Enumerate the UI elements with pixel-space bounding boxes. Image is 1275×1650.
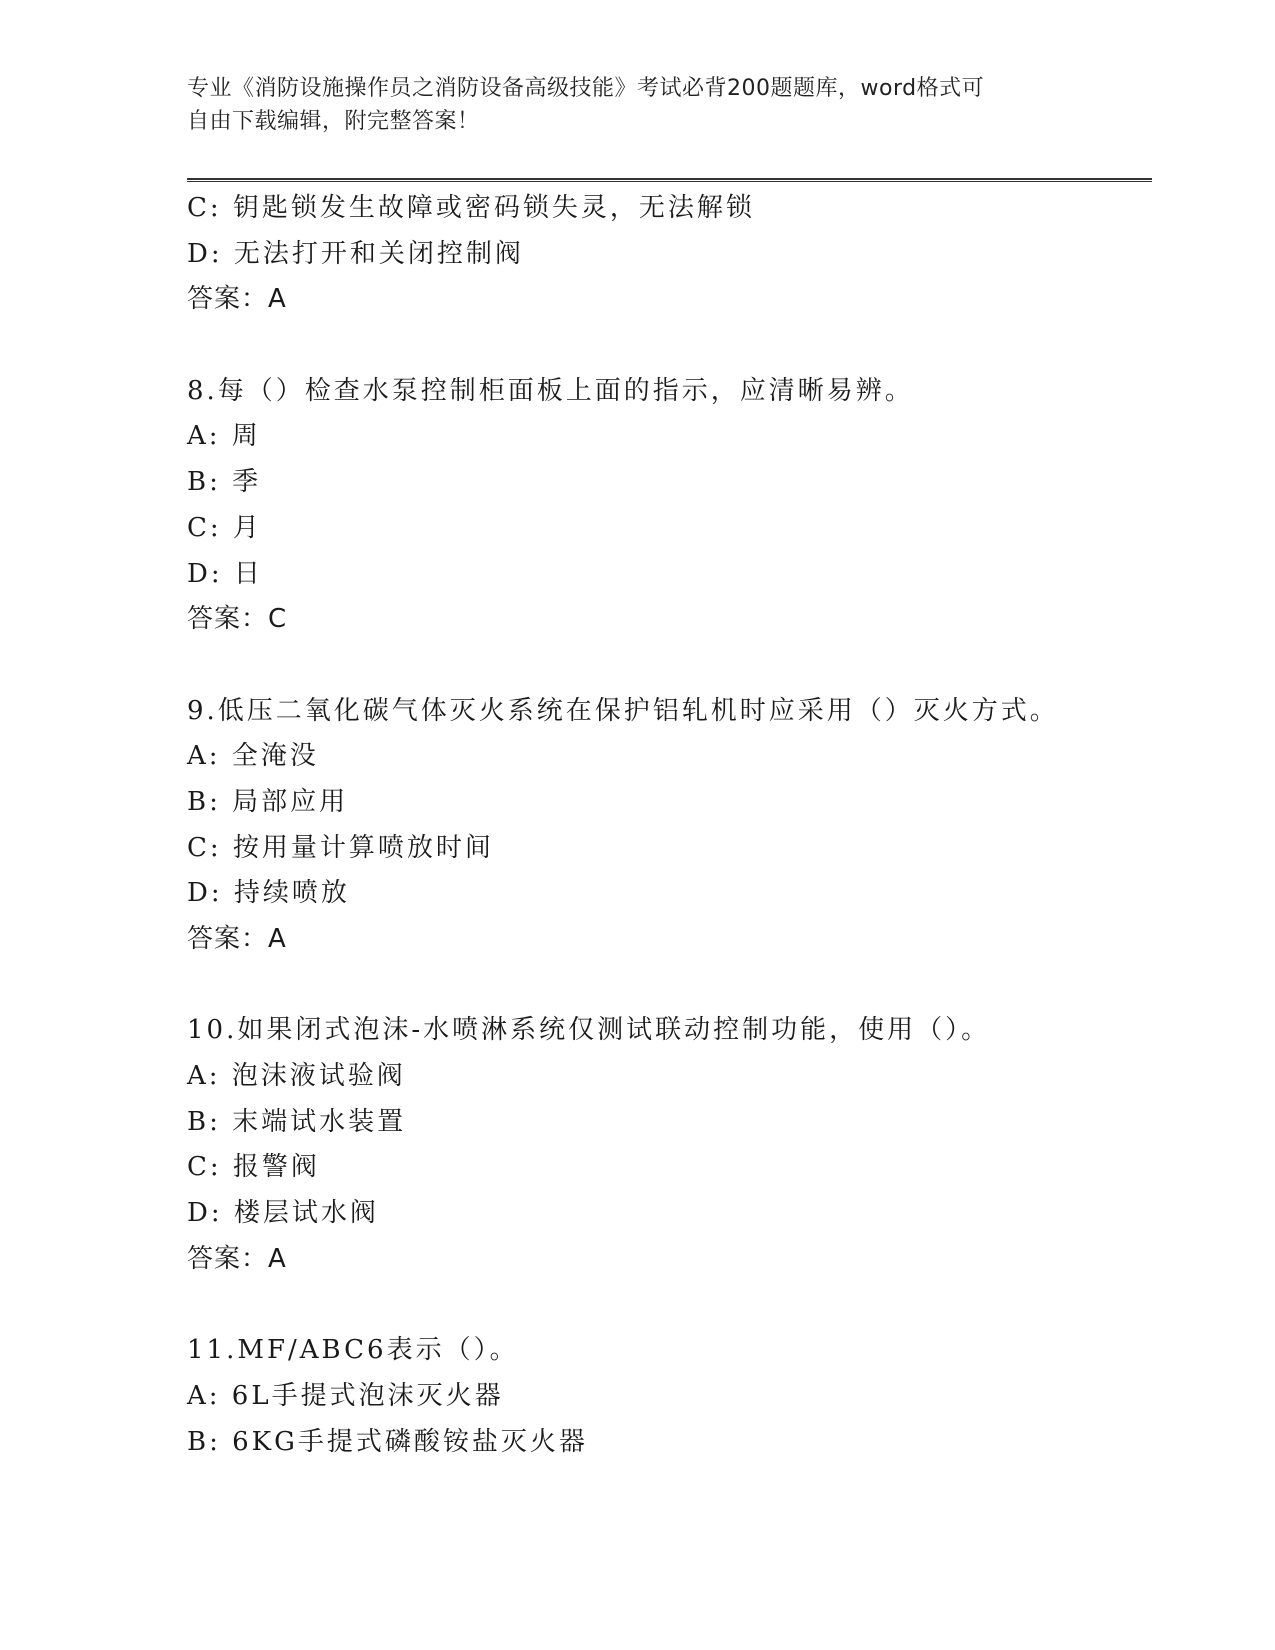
option-b: B: 季	[187, 467, 262, 498]
question-stem: 10.如果闭式泡沫-水喷淋系统仅测试联动控制功能，使用（）。	[187, 1015, 991, 1046]
header-line-1: 专业《消防设施操作员之消防设备高级技能》考试必背200题题库，word格式可	[187, 76, 985, 101]
answer: 答案：A	[187, 284, 287, 315]
header-line-2: 自由下载编辑，附完整答案！	[187, 109, 480, 134]
question-7-continued	[187, 186, 1147, 323]
answer: 答案：A	[187, 1243, 287, 1274]
question-stem: 11.MF/ABC6表示（）。	[187, 1335, 519, 1366]
spacer	[187, 963, 1147, 1009]
answer: 答案：C	[187, 604, 288, 635]
header-divider	[187, 178, 1152, 182]
document-header	[187, 72, 1067, 138]
option-d: D: 楼层试水阀	[187, 1198, 379, 1229]
option-b: B: 6KG手提式磷酸铵盐灭火器	[187, 1426, 588, 1457]
option-c: C: 钥匙锁发生故障或密码锁失灵，无法解锁	[187, 193, 755, 223]
answer: 答案：A	[187, 924, 287, 954]
option-c: C: 报警阀	[187, 1152, 320, 1183]
option-a: A: 全淹没	[187, 741, 319, 772]
option-d: D: 无法打开和关闭控制阀	[187, 238, 524, 269]
option-b: B: 局部应用	[187, 786, 349, 817]
question-10	[187, 1008, 1147, 1282]
question-list	[187, 186, 1147, 1465]
option-c: C: 按用量计算喷放时间	[187, 832, 494, 863]
option-a: A: 周	[187, 421, 261, 452]
question-stem: 9.低压二氧化碳气体灭火系统在保护铝轧机时应采用（）灭火方式。	[187, 695, 1059, 726]
option-d: D: 持续喷放	[187, 878, 350, 909]
spacer	[187, 643, 1147, 689]
question-11	[187, 1328, 1147, 1465]
question-9	[187, 689, 1147, 963]
spacer	[187, 323, 1147, 369]
question-8	[187, 369, 1147, 643]
spacer	[187, 1283, 1147, 1329]
question-stem: 8.每（）检查水泵控制柜面板上面的指示，应清晰易辨。	[187, 375, 914, 406]
option-a: A: 6L手提式泡沫灭火器	[187, 1380, 504, 1411]
option-a: A: 泡沫液试验阀	[187, 1061, 406, 1092]
option-c: C: 月	[187, 512, 262, 543]
option-b: B: 末端试水装置	[187, 1106, 407, 1137]
option-d: D: 日	[187, 558, 263, 589]
